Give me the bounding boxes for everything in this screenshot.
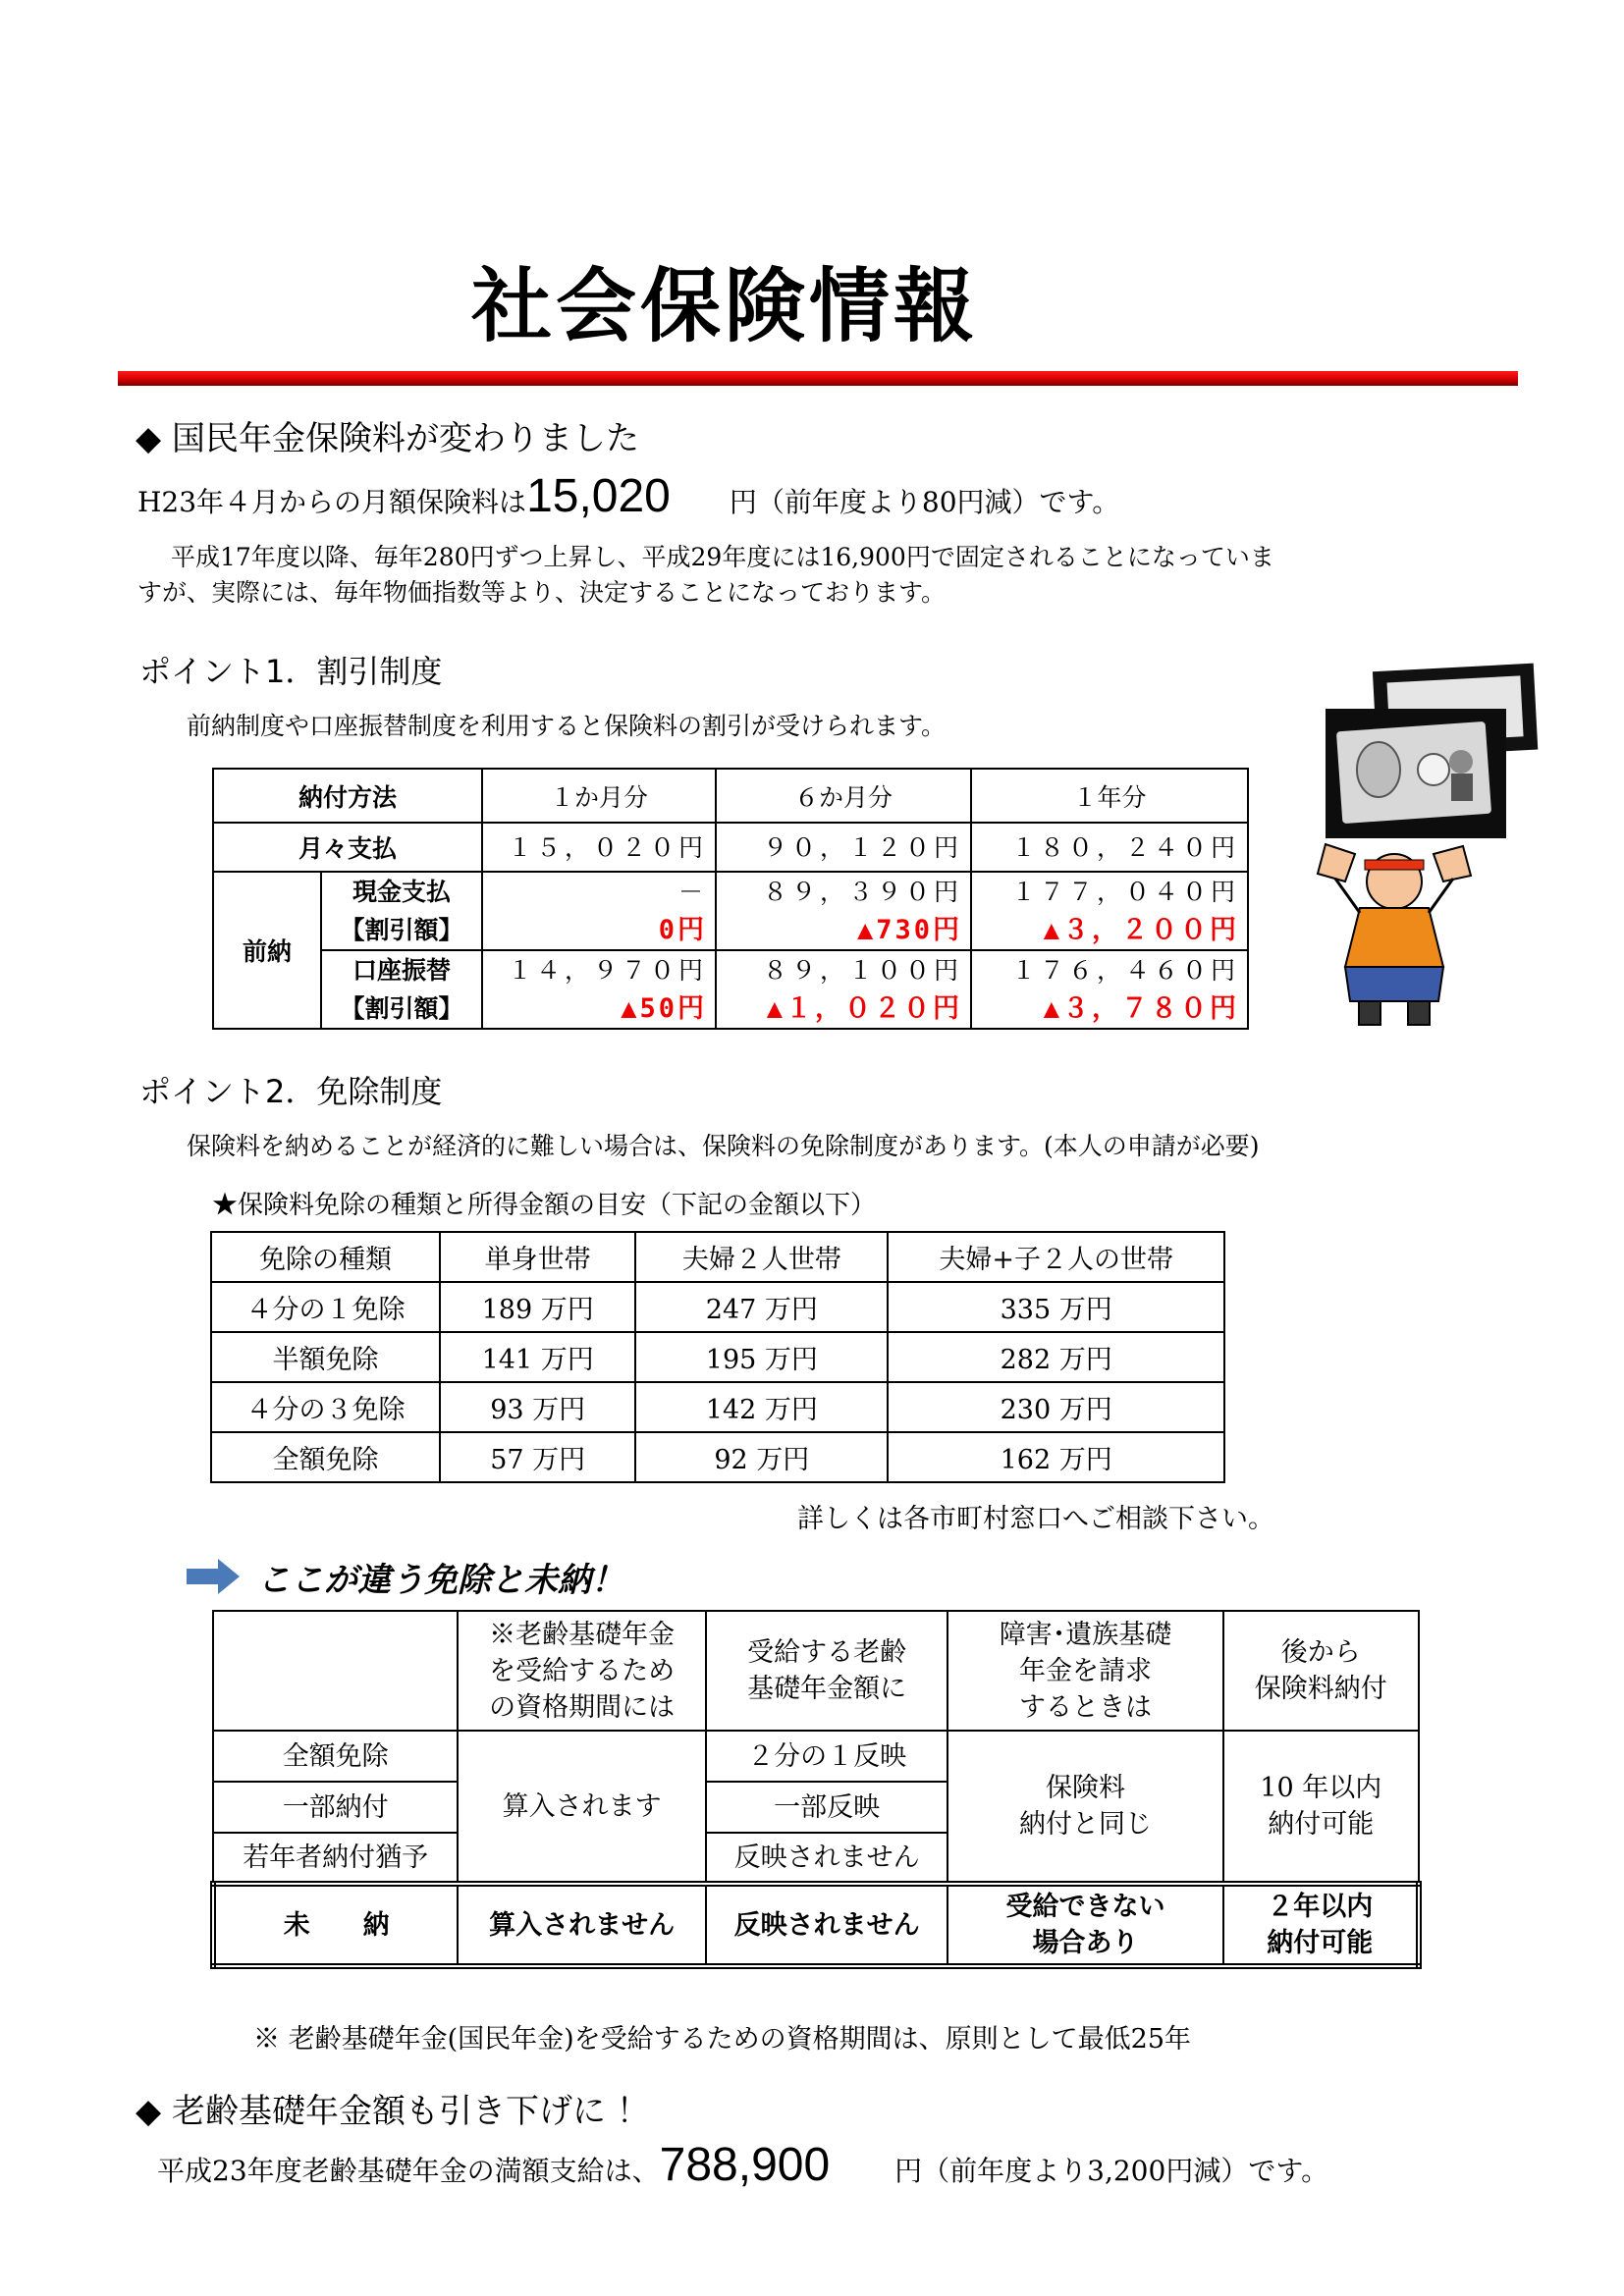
prepay-label: 前納 — [213, 872, 321, 1029]
table-cell: 162 万円 — [888, 1432, 1224, 1482]
qualification-note: ※ 老齢基礎年金(国民年金)を受給するための資格期間は、原則として最低25年 — [253, 2024, 1192, 2055]
table-header-cell — [947, 1611, 1222, 1731]
table-row — [213, 872, 1248, 950]
table-header-cell: 納付方法 — [213, 769, 482, 823]
section2-heading: ◆ 老齢基礎年金額も引き下げに ！ — [135, 2092, 650, 2131]
header-line: を受給するため — [489, 1655, 676, 1686]
table-row — [211, 1382, 1224, 1432]
table-header-cell: 単身世帯 — [440, 1232, 635, 1282]
table-cell: 335 万円 — [888, 1282, 1224, 1332]
table-cell: 反映されません — [706, 1833, 948, 1884]
cell-line: 保険料 — [1045, 1773, 1125, 1803]
cell-discount: ▲50円 — [621, 993, 707, 1024]
table-cell: 142 万円 — [635, 1382, 888, 1432]
point1-text: 前納制度や口座振替制度を利用すると保険料の割引が受けられます。 — [187, 712, 947, 740]
arrow-right-icon — [185, 1557, 242, 1596]
table-row — [213, 769, 1248, 823]
cell-line: 納付可能 — [1268, 1809, 1375, 1840]
exemption-table-caption: ★保険料免除の種類と所得金額の目安（下記の金額以下） — [212, 1191, 877, 1220]
table-cell: ２分の１反映 — [706, 1731, 948, 1782]
header-line: 受給する老齢 — [747, 1637, 907, 1668]
cell-value: １７６，４６０円 — [1010, 956, 1239, 985]
table-header-cell: 夫婦２人世帯 — [635, 1232, 888, 1282]
table-header-cell: 夫婦+子２人の世帯 — [888, 1232, 1224, 1282]
cell-value: ８９，１００円 — [762, 956, 962, 985]
money-bills-illustration — [1316, 660, 1542, 846]
cash-label: 現金支払 — [352, 878, 451, 906]
table-cell — [947, 1884, 1222, 1966]
header-line: 後から — [1280, 1637, 1361, 1668]
pension-line-post: 円（前年度より3,200円減）です。 — [894, 2155, 1329, 2187]
premium-amount: 15,020 — [526, 470, 671, 522]
cell-value: １７７，０４０円 — [1010, 878, 1239, 906]
header-line: 障害･遺族基礎 — [999, 1619, 1172, 1650]
table-row-label — [321, 872, 482, 950]
transfer-label: 口座振替 — [352, 956, 451, 985]
premium-line-post: 円（前年度より80円減）です。 — [729, 486, 1120, 518]
table-cell: １８０，２４０円 — [971, 823, 1248, 872]
table-header-cell — [1223, 1611, 1419, 1731]
table-cell — [971, 872, 1248, 950]
table-cell: 247 万円 — [635, 1282, 888, 1332]
header-line: の資格期間には — [489, 1691, 676, 1723]
table-row-label: 一部納付 — [213, 1782, 458, 1833]
table-cell — [716, 950, 971, 1029]
table-cell — [947, 1731, 1222, 1884]
table-row-label: 全額免除 — [213, 1731, 458, 1782]
table-cell — [1223, 1884, 1419, 1966]
table-row-label: 月々支払 — [213, 823, 482, 872]
table-row — [213, 823, 1248, 872]
cell-discount: ▲730円 — [856, 915, 962, 945]
cell-line: 場合あり — [1032, 1928, 1139, 1958]
premium-paragraph — [137, 540, 1492, 611]
premium-paragraph-line1: 平成17年度以降、毎年280円ずつ上昇し、平成29年度には16,900円で固定されることになっていま — [171, 543, 1274, 571]
table-row — [213, 1884, 1419, 1966]
premium-line-pre: H23年４月からの月額保険料は — [137, 486, 527, 518]
difference-table — [210, 1610, 1422, 1969]
cell-line: 納付可能 — [1267, 1928, 1374, 1958]
table-cell — [482, 872, 716, 950]
discount-table — [212, 768, 1249, 1030]
cell-discount: 0円 — [658, 915, 707, 945]
point1-heading: ポイント1．割引制度 — [139, 653, 443, 690]
table-row — [213, 1731, 1419, 1782]
premium-paragraph-line2: すが、実際には、毎年物価指数等より、決定することになっております。 — [137, 578, 947, 607]
table-cell: 92 万円 — [635, 1432, 888, 1482]
cell-value: － — [677, 878, 707, 906]
cell-line: ２年以内 — [1267, 1892, 1374, 1922]
table-cell: 57 万円 — [440, 1432, 635, 1482]
point2-heading: ポイント2．免除制度 — [139, 1073, 443, 1110]
table-cell: ９０，１２０円 — [716, 823, 971, 872]
title-underline — [118, 371, 1518, 386]
table-cell: 189 万円 — [440, 1282, 635, 1332]
table-header-cell: １か月分 — [482, 769, 716, 823]
difference-heading: ここが違う免除と未納！ — [257, 1561, 624, 1600]
cell-discount: ▲１，０２０円 — [766, 993, 962, 1024]
table-row — [211, 1282, 1224, 1332]
table-cell — [482, 950, 716, 1029]
cell-discount: ▲３，２００円 — [1043, 915, 1239, 945]
pension-line-pre: 平成23年度老齢基礎年金の満額支給は、 — [157, 2155, 660, 2187]
table-cell: 半額免除 — [211, 1332, 440, 1382]
table-row — [213, 1611, 1419, 1731]
table-cell: ４分の３免除 — [211, 1382, 440, 1432]
cell-value: ８９，３９０円 — [762, 878, 962, 906]
table-row — [211, 1332, 1224, 1382]
table-header-cell: ６か月分 — [716, 769, 971, 823]
table-row — [211, 1232, 1224, 1282]
cell-line: 受給できない — [1005, 1892, 1165, 1922]
table-header-cell: １年分 — [971, 769, 1248, 823]
table-cell: 195 万円 — [635, 1332, 888, 1382]
table-cell — [716, 872, 971, 950]
table-header-cell — [213, 1611, 458, 1731]
table-cell: 一部反映 — [706, 1782, 948, 1833]
table-cell: ４分の１免除 — [211, 1282, 440, 1332]
distressed-man-illustration — [1306, 834, 1483, 1031]
header-line: 年金を請求 — [1018, 1655, 1152, 1686]
table-cell: １５，０２０円 — [482, 823, 716, 872]
table-cell: 算入されます — [458, 1731, 705, 1884]
exemption-table — [210, 1231, 1225, 1483]
table-row-label: 若年者納付猶予 — [213, 1833, 458, 1884]
table-cell: 反映されません — [706, 1884, 948, 1966]
table-cell — [1223, 1731, 1419, 1884]
header-line: するときは — [1018, 1691, 1152, 1723]
table-row-label — [321, 950, 482, 1029]
consult-note: 詳しくは各市町村窓口へご相談下さい。 — [797, 1504, 1274, 1534]
section1-heading: ◆ 国民年金保険料が変わりました — [135, 419, 639, 458]
page-title: 社会保険情報 — [471, 260, 979, 353]
table-cell: 282 万円 — [888, 1332, 1224, 1382]
point2-text: 保険料を納めることが経済的に難しい場合は、保険料の免除制度があります。(本人の申請が必要) — [187, 1132, 1260, 1160]
cell-line: 納付と同じ — [1018, 1809, 1152, 1840]
table-cell: 全額免除 — [211, 1432, 440, 1482]
cell-line: 10 年以内 — [1260, 1773, 1382, 1803]
table-cell: 算入されません — [458, 1884, 705, 1966]
premium-line — [137, 470, 1120, 522]
table-row — [211, 1432, 1224, 1482]
header-line: ※老齢基礎年金 — [489, 1619, 676, 1650]
table-header-cell — [458, 1611, 705, 1731]
table-cell — [971, 950, 1248, 1029]
table-cell: 230 万円 — [888, 1382, 1224, 1432]
transfer-sub-label: 【割引額】 — [340, 994, 463, 1023]
table-header-cell — [706, 1611, 948, 1731]
cell-value: １４，９７０円 — [507, 956, 707, 985]
table-cell: 93 万円 — [440, 1382, 635, 1432]
table-row — [213, 950, 1248, 1029]
header-line: 保険料納付 — [1254, 1674, 1387, 1704]
pension-amount: 788,900 — [659, 2139, 831, 2191]
pension-line — [157, 2139, 1329, 2191]
table-row-label: 未 納 — [213, 1884, 458, 1966]
cell-discount: ▲３，７８０円 — [1043, 993, 1239, 1024]
cash-sub-label: 【割引額】 — [340, 916, 463, 944]
table-cell: 141 万円 — [440, 1332, 635, 1382]
header-line: 基礎年金額に — [747, 1674, 907, 1704]
table-header-cell: 免除の種類 — [211, 1232, 440, 1282]
